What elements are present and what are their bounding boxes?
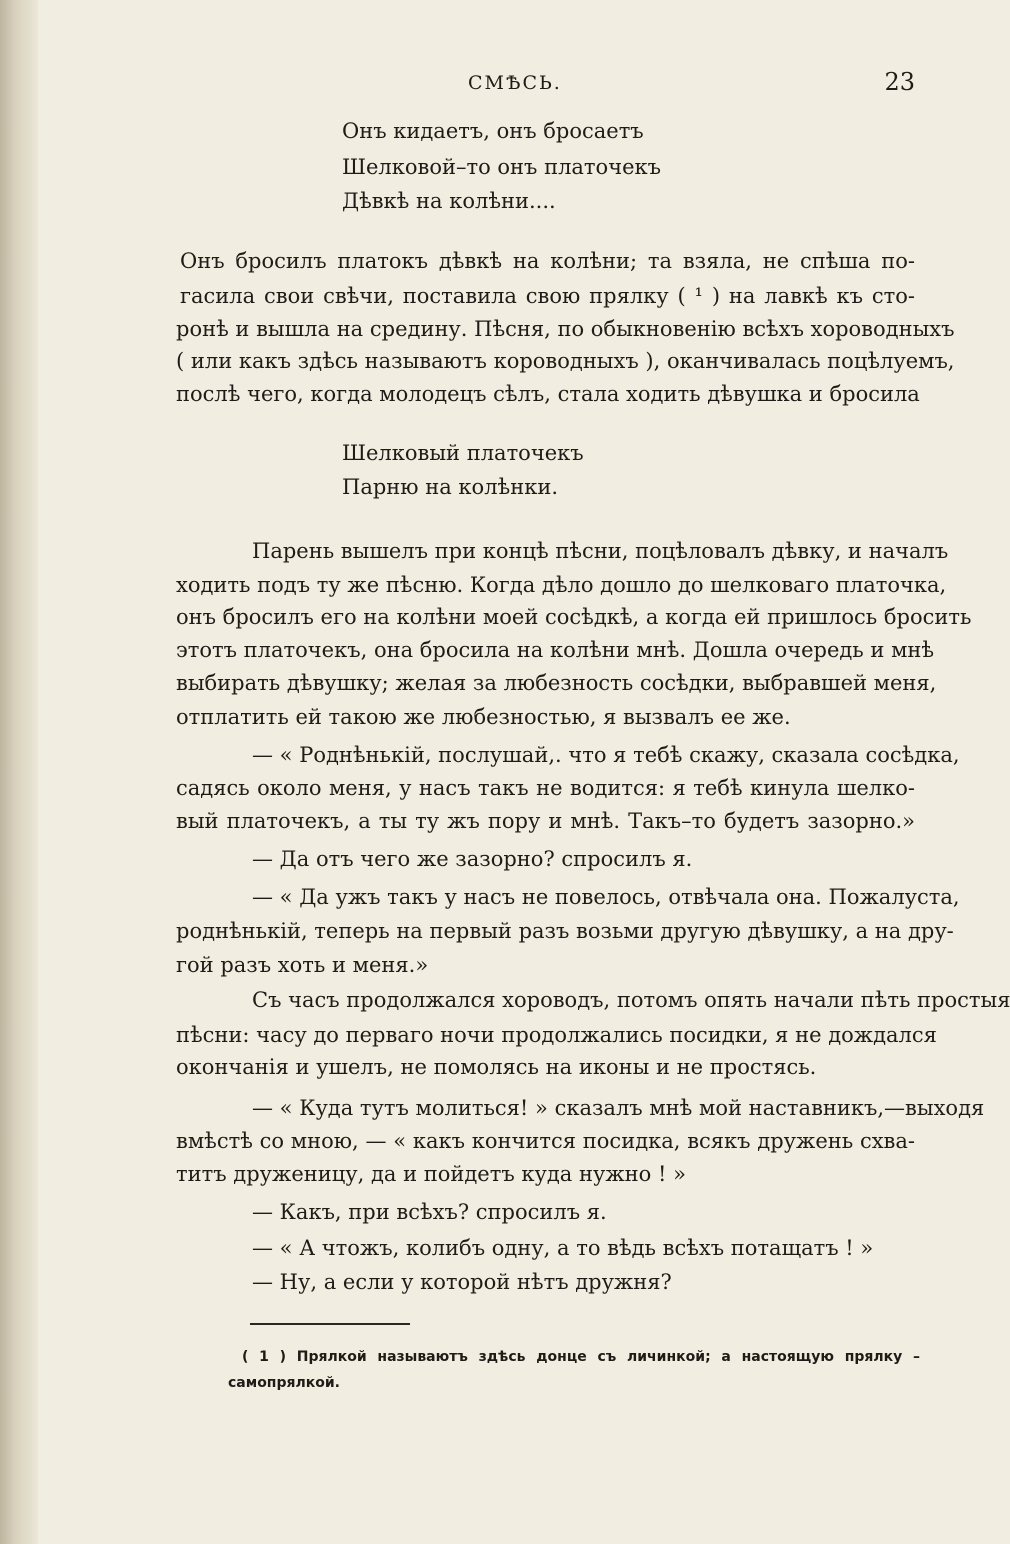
text-line: вмѣстѣ со мною, — « какъ кончится посидка, всякъ дружень схва- [176,1129,915,1153]
text-line: Съ часъ продолжался хороводъ, потомъ опять начали пѣть простыя [252,988,1010,1012]
text-line: окончанія и ушелъ, не помолясь на иконы и не простясь. [176,1055,817,1079]
text-line: выбирать дѣвушку; желая за любезность сосѣдки, выбравшей меня, [176,671,937,695]
text-line: — « Да ужъ такъ у насъ не повелось, отвѣчала она. Пожалуста, [252,885,960,909]
text-line: садясь около меня, у насъ такъ не водится: я тебѣ кинула шелко- [176,776,915,800]
text-line: этотъ платочекъ, она бросила на колѣни мнѣ. Дошла очередь и мнѣ [176,638,935,662]
verse-line: Дѣвкѣ на колѣни.... [342,189,556,213]
text-line: ронѣ и вышла на средину. Пѣсня, по обыкновенію всѣхъ хороводныхъ [176,317,955,341]
text-line: вый платочекъ, а ты ту жъ пору и мнѣ. Такъ–то будетъ зазорно.» [176,809,915,833]
running-head: СМѢСЬ. [468,72,562,94]
text-line: пѣсни: часу до перваго ночи продолжались посидки, я не дождался [176,1023,937,1047]
text-line: — « А чтожъ, колибъ одну, а то вѣдь всѣхъ потащатъ ! » [252,1236,874,1260]
text-line: гой разъ хоть и меня.» [176,953,429,977]
footnote [180,1344,920,1396]
text-line: Парень вышелъ при концѣ пѣсни, поцѣловалъ дѣвку, и началъ [252,539,949,563]
text-line: — Ну, а если у которой нѣтъ дружня? [252,1270,672,1294]
verse-line: Шелковой–то онъ платочекъ [342,155,661,179]
text-line: роднѣнькій, теперь на первый разъ возьми другую дѣвушку, а на дру- [176,919,954,943]
text-line: Онъ бросилъ платокъ дѣвкѣ на колѣни; та взяла, не спѣша по- [180,249,915,273]
text-line: — « Куда тутъ молиться! » сказалъ мнѣ мой наставникъ,—выходя [252,1096,985,1120]
text-line: послѣ чего, когда молодецъ сѣлъ, стала ходить дѣвушка и бросила [176,382,920,406]
text-line: — « Роднѣнькій, послушай,. что я тебѣ скажу, сказала сосѣдка, [252,743,960,767]
text-line: гасила свои свѣчи, поставила свою прялку ( ¹ ) на лавкѣ къ сто- [180,284,915,308]
verse-line: Онъ кидаетъ, онъ бросаетъ [342,119,644,143]
text-line: — Какъ, при всѣхъ? спросилъ я. [252,1200,607,1224]
book-spine-shadow [0,0,38,1544]
text-line: отплатить ей такою же любезностью, я вызвалъ ее же. [176,705,791,729]
verse-line: Шелковый платочекъ [342,441,584,465]
text-line: ходить подъ ту же пѣсню. Когда дѣло дошло до шелковаго платочка, [176,573,947,597]
verse-line: Парню на колѣнки. [342,475,558,499]
footnote-line: самопрялкой. [228,1375,340,1391]
text-line: — Да отъ чего же зазорно? спросилъ я. [252,847,693,871]
footnote-rule [250,1323,410,1325]
book-page [70,0,1010,1544]
page-number: 23 [884,68,915,96]
text-line: ( или какъ здѣсь называютъ короводныхъ ), оканчивалась поцѣлуемъ, [176,349,955,373]
text-line: титъ друженицу, да и пойдетъ куда нужно ! » [176,1162,686,1186]
footnote-line: ( 1 ) Прялкой называютъ здѣсь донце съ личинкой; а настоящую прялку – [242,1349,920,1365]
page-header [70,68,915,104]
text-line: онъ бросилъ его на колѣни моей сосѣдкѣ, а когда ей пришлось бросить [176,605,972,629]
